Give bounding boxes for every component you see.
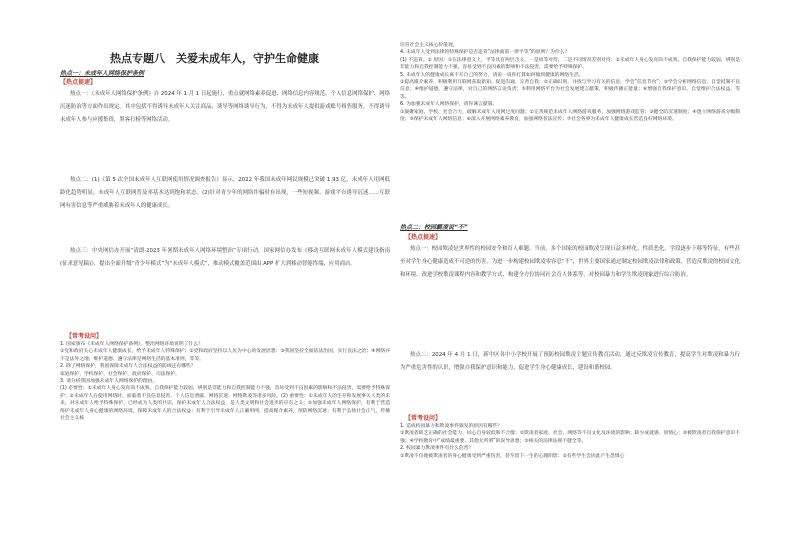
paragraph-bullying-1: 热点一：校园欺凌是世界性的校园安全和育人难题。当前，多个国家的校园欺凌呈现日益多样化、性质恶化、学段逐步下移等特征，有些甚至对学生身心健康造成不可逆的伤害。为进一步构建校园欺凌零容忍“不”，世界主要国家通过制定校园欺凌法律和政策、营造反欺凌的校园文化和环境、改进学校欺凌课程内容和教学方式、构建全方位协同社会育人体系等，对校园暴力和学生欺凌现象进行综合防治。: [400, 246, 740, 278]
answer: ①欺凌者缺乏正确的社会能力、同心自身较低和不合群；②欺凌者家庭、社会、网络等不良文化及环境的影响；缺少成就感、同情心；③被欺凌者自我保护意识不强；④学校教育中“成绩最重要、其他无所谓”的误导思想；⑤相关的法律法规不健全等。: [400, 431, 740, 444]
question: 1. 国家颁布《未成年人网络保护条例》，整治网络环境说明了什么？: [60, 342, 203, 347]
qa-block-right-top: [400, 42, 740, 210]
paragraph-hotspot-1: 热点一：《未成年人网络保护条例》自 2024 年 1 月 1 日起施行，重点就网络素养促进、网络信息内容规范、个人信息网络保护、网络沉迷防治等方面作出规定。其中包括不得诱导未成年人关注商品、诱导等网络诱导行为，不得为未成年人提供游戏账号租售服务，不得诱导未成年人参与应援集资，黑客打榜等网络活动。: [60, 91, 390, 123]
answer: ①提高媒介素养，积极利用互联网获取新知、促进沟通、完善自我；②正确识别、寻找与学习有关的信息，学会“信息节食”；③学会分析网络信息，自觉抵制不良信息；④维护道德、遵守法律，对自己的网络言论负责；⑤利用网络平台为社会发展建言献策，积极传播正能量；⑥增强自我保护意识，自觉维护合法权益，等等。: [400, 80, 740, 100]
hotspot-label-right: 【热点提速】: [405, 234, 442, 241]
page-title: 热点专题八 关爱未成年人，守护生命健康: [110, 52, 319, 65]
answer: (1) 必要性：①未成年人身心发育尚不成熟，自我保护能力较弱，辨别是非能力和自我控制能力不强，容易受到不良因素的影响和不法侵害，需要给予特殊保护；②未成年人在使用网络时，面临着不良信息侵害、个人信息泄露、网络沉迷、网络欺凌等诸多风险。(2) 重要性：①未成年人的生存和发展事关人类的未来，对未成年人给予特殊保护，已经成为人类的共识，保护未成年人合法权益，是人类文明和社会进步的应有之义；②加强未成年人网络保护，有利于营造保护未成年人身心健康的网络环境，保障未成年人的合法权益；有利于引导未成年人正确用网，提高媒介素养，预防网络沉迷；有利于弘扬社会正气，传播社会主义核: [60, 386, 390, 422]
paragraph-hotspot-2: 热点二：(1)《第 5 次全国未成年人互联网使用情况调查报告》显示，2022 年我国未成年网民规模已突破 1.93 亿，未成年人用网低龄化趋势明显，未成年人互联网普及率基本达到饱和状态。(2)针对青少年的网络诈骗时有出现，一些短视频、游戏平台诱导沉迷……互联网有害信息等严重威胁着未成年人的健康成长。: [60, 177, 390, 209]
question: 5. 未成年人的健康成长离不开自己的努力，请说一说你打算如何做到健康的网络生活。: [400, 72, 584, 78]
paragraph-hotspot-3: 热点三：中央网信办开展“清朗·2023 年暑期未成年人网络环境整治”专项行动。国家网信办发布《移动互联网未成年人模式建设指南(征求意见稿)》，提出全面升级“青少年模式”为“未成年人模式”，推动模式覆盖范围由 APP 扩大到移动智能终端、应用商店。: [60, 248, 390, 267]
paragraph-bullying-2: 热点二：2024 年 4 月 1 日，新中区各中小学校开展了预防校园欺凌主题宣传教育活动，通过反欺凌宣传教育，提高学生对欺凌和暴力行为严重危害性的认识，增强自我保护意识和能力，促进学生身心健康成长，建设和谐校园。: [400, 352, 740, 371]
qa-block-right: [400, 423, 740, 550]
question: 2. 除了网络保护，我国保障未成年人合法权益的防线还有哪些？: [60, 364, 196, 370]
answer: 家庭保护、学校保护、社会保护、政府保护、司法保护。: [60, 371, 180, 377]
question: 4. 未成年人受到法律的特殊保护是否违背“法律面前一律平等”的原则？为什么？: [400, 50, 570, 56]
question: 1. 造成校园暴力和欺凌事件频发的原因有哪些？: [400, 424, 503, 429]
answer-continued: 培育社会主义核心价值观。: [400, 43, 458, 48]
answer: ①欺凌不仅使被欺凌者的身心健康受到严重伤害，甚至留下一生的心理阴影；②有些学生会因此产生恐惧心: [400, 453, 625, 459]
question: 6. 为加强未成年人网络保护，请你谏言献策。: [400, 102, 498, 108]
section-1-title: 热点一：未成年人网络保护条例: [60, 70, 145, 77]
hotspot-label-left: 【热点提速】: [60, 79, 97, 86]
answer: (1) 不违背。② 原因：①在法律意义上，平等具有两层含义，一是同等对待，二是不同情况差别对待；②未成年人身心发育尚不成熟，自我保护能力较弱，辨别是非能力和自我控制能力不强，容易受到不良因素的影响和不法侵害，需要给予特殊保护。: [400, 57, 740, 71]
answer: ①凝聚家庭、学校、社会合力，破解未成年人用网过度问题；②完善规范未成年人网络游戏服务，加强网络游戏监管；③健全防沉迷制度；④建立网络游戏分级制度；⑤保护未成年人网络信息；⑥深入开展网络素养教育，加强网络普法宣传；⑦社会各界为未成年人健康成长营造良好网络环境。: [400, 109, 740, 123]
answer: ①党和政府关心未成年人健康成长，给予未成年人特殊保护；②党和政府坚持以人民为中心的发展思想；③我国坚持全面依法治国，实行良法之治；④网络并不是法外之地；维护道德、遵守法律是网络生活的基本准则，等等。: [60, 349, 390, 362]
section-2-title: 热点二：校园霸凌说“不”: [400, 224, 468, 231]
qa-label-right: 【常考设问】: [405, 415, 442, 422]
qa-block-left: [60, 341, 390, 550]
question: 2. 校园暴力欺凌事件有什么危害？: [400, 446, 474, 452]
question: 3. 请分析我国加强未成年人网络保护的理由。: [60, 379, 158, 385]
qa-label-left: 【常考设问】: [66, 333, 103, 340]
